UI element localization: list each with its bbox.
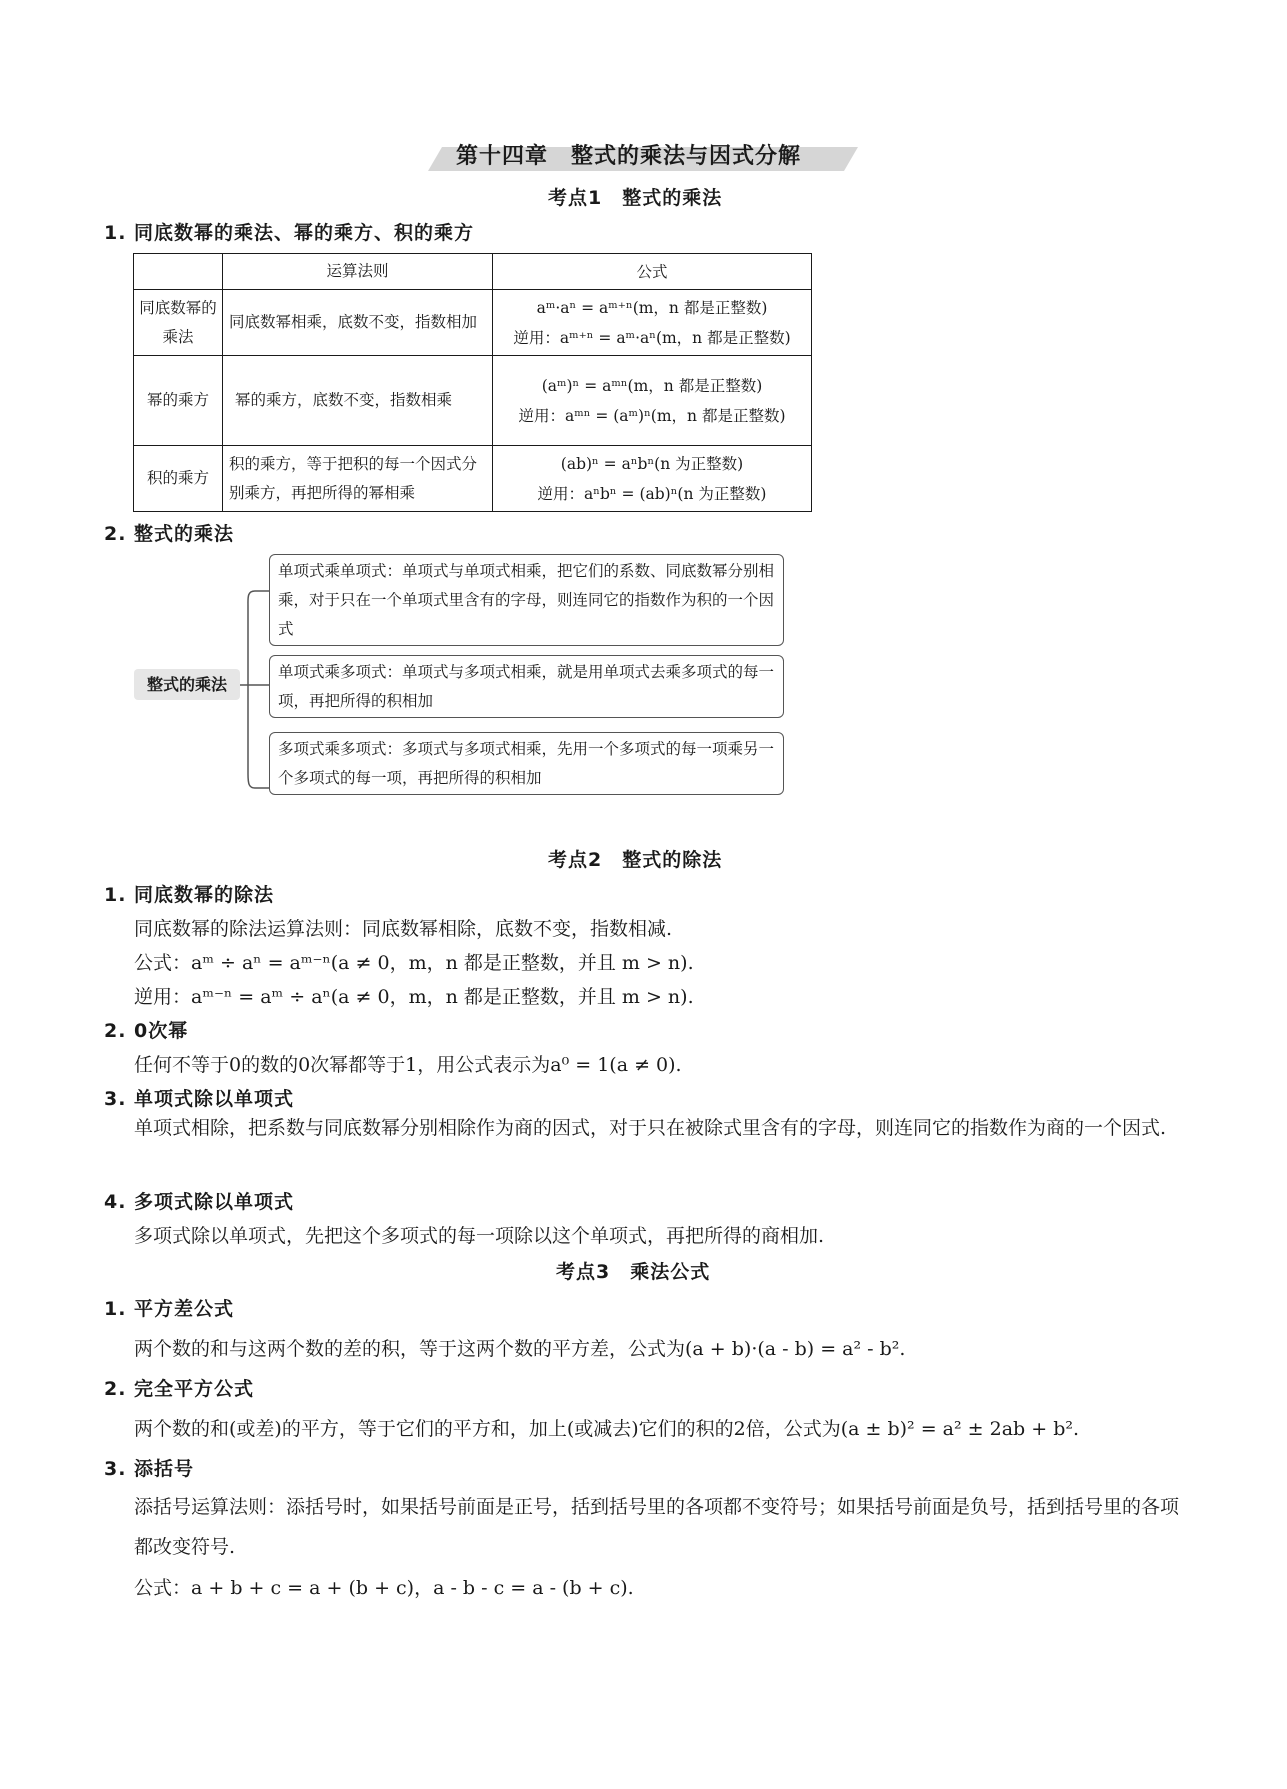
- kaodian3-title: 考点3 乘法公式: [556, 1261, 711, 1283]
- division-rule-text: 同底数幂的除法运算法则：同底数幂相除，底数不变，指数相减.: [134, 918, 673, 940]
- rule-name-cell: 幂的乘方: [134, 356, 223, 446]
- formula-line: aᵐ·aⁿ = aᵐ⁺ⁿ(m，n 都是正整数): [536, 298, 768, 317]
- monomial-division-text: 单项式相除，把系数与同底数幂分别相除作为商的因式，对于只在被除式里含有的字母，则连同它的指数作为商的一个因式.: [134, 1117, 1167, 1139]
- rule-cell: 幂的乘方，底数不变，指数相乘: [223, 356, 493, 446]
- kaodian1-title: 考点1 整式的乘法: [548, 187, 723, 209]
- mindmap-branch: 单项式乘单项式：单项式与单项式相乘，把它们的系数、同底数幂分别相乘，对于只在一个单项式里含有的字母，则连同它的指数作为积的一个因式: [269, 554, 784, 646]
- k3-sec3-heading: 3. 添括号: [104, 1458, 195, 1480]
- add-brackets-formula: 公式：a + b + c = a + (b + c)，a - b - c = a - (b + c).: [134, 1577, 634, 1599]
- rule-cell: 积的乘方，等于把积的每一个因式分别乘方，再把所得的幂相乘: [223, 446, 493, 512]
- table-header-cell: [134, 254, 223, 290]
- k1-sec1-heading: 1. 同底数幂的乘法、幂的乘方、积的乘方: [104, 222, 475, 244]
- rule-name-cell: 同底数幂的乘法: [134, 290, 223, 356]
- multiplication-mindmap: [130, 548, 810, 808]
- formula-cell: [493, 356, 812, 446]
- mindmap-center: 整式的乘法: [134, 669, 240, 700]
- table-header-row: [134, 254, 812, 290]
- formula-line: (aᵐ)ⁿ = aᵐⁿ(m，n 都是正整数): [541, 376, 763, 395]
- power-rules-table: [133, 253, 812, 512]
- table-header-cell: 运算法则: [223, 254, 493, 290]
- division-formula: 公式：aᵐ ÷ aⁿ = aᵐ⁻ⁿ(a ≠ 0，m，n 都是正整数，并且 m > n).: [134, 952, 694, 974]
- k2-sec2-heading: 2. 0次幂: [104, 1020, 189, 1042]
- formula-line: 逆用：aᵐⁿ = (aᵐ)ⁿ(m，n 都是正整数): [518, 406, 786, 425]
- rule-name-cell: 积的乘方: [134, 446, 223, 512]
- table-row: [134, 446, 812, 512]
- zero-power-text: 任何不等于0的数的0次幂都等于1，用公式表示为a⁰ = 1(a ≠ 0).: [134, 1054, 682, 1076]
- formula-cell: [493, 290, 812, 356]
- kaodian2-title: 考点2 整式的除法: [548, 849, 723, 871]
- chapter-banner: [428, 137, 858, 173]
- rule-cell: 同底数幂相乘，底数不变，指数相加: [223, 290, 493, 356]
- division-reverse-formula: 逆用：aᵐ⁻ⁿ = aᵐ ÷ aⁿ(a ≠ 0，m，n 都是正整数，并且 m > n).: [134, 986, 694, 1008]
- k2-sec3-heading: 3. 单项式除以单项式: [104, 1088, 295, 1110]
- chapter-title: 第十四章 整式的乘法与因式分解: [456, 143, 802, 169]
- difference-of-squares-text: 两个数的和与这两个数的差的积，等于这两个数的平方差，公式为(a + b)·(a - b) = a² - b².: [134, 1338, 906, 1360]
- formula-cell: [493, 446, 812, 512]
- table-row: [134, 290, 812, 356]
- table-row: [134, 356, 812, 446]
- k1-sec2-heading: 2. 整式的乘法: [104, 523, 235, 545]
- k3-sec2-heading: 2. 完全平方公式: [104, 1378, 255, 1400]
- k2-sec4-heading: 4. 多项式除以单项式: [104, 1191, 295, 1213]
- add-brackets-text: 添括号运算法则：添括号时，如果括号前面是正号，括到括号里的各项都不变符号；如果括号前面是负号，括到括号里的各项都改变符号.: [134, 1496, 1180, 1558]
- mindmap-branch: 多项式乘多项式：多项式与多项式相乘，先用一个多项式的每一项乘另一个多项式的每一项，再把所得的积相加: [269, 732, 784, 795]
- table-header-cell: 公式: [493, 254, 812, 290]
- k2-sec1-heading: 1. 同底数幂的除法: [104, 884, 275, 906]
- formula-line: (ab)ⁿ = aⁿbⁿ(n 为正整数): [560, 454, 744, 473]
- formula-line: 逆用：aⁿbⁿ = (ab)ⁿ(n 为正整数): [537, 484, 767, 503]
- perfect-square-text: 两个数的和(或差)的平方，等于它们的平方和，加上(或减去)它们的积的2倍，公式为(a ± b)² = a² ± 2ab + b².: [134, 1418, 1080, 1440]
- formula-line: 逆用：aᵐ⁺ⁿ = aᵐ·aⁿ(m，n 都是正整数): [513, 328, 791, 347]
- k3-sec1-heading: 1. 平方差公式: [104, 1298, 235, 1320]
- polynomial-division-text: 多项式除以单项式，先把这个多项式的每一项除以这个单项式，再把所得的商相加.: [134, 1225, 825, 1247]
- mindmap-branch: 单项式乘多项式：单项式与多项式相乘，就是用单项式去乘多项式的每一项，再把所得的积相加: [269, 655, 784, 718]
